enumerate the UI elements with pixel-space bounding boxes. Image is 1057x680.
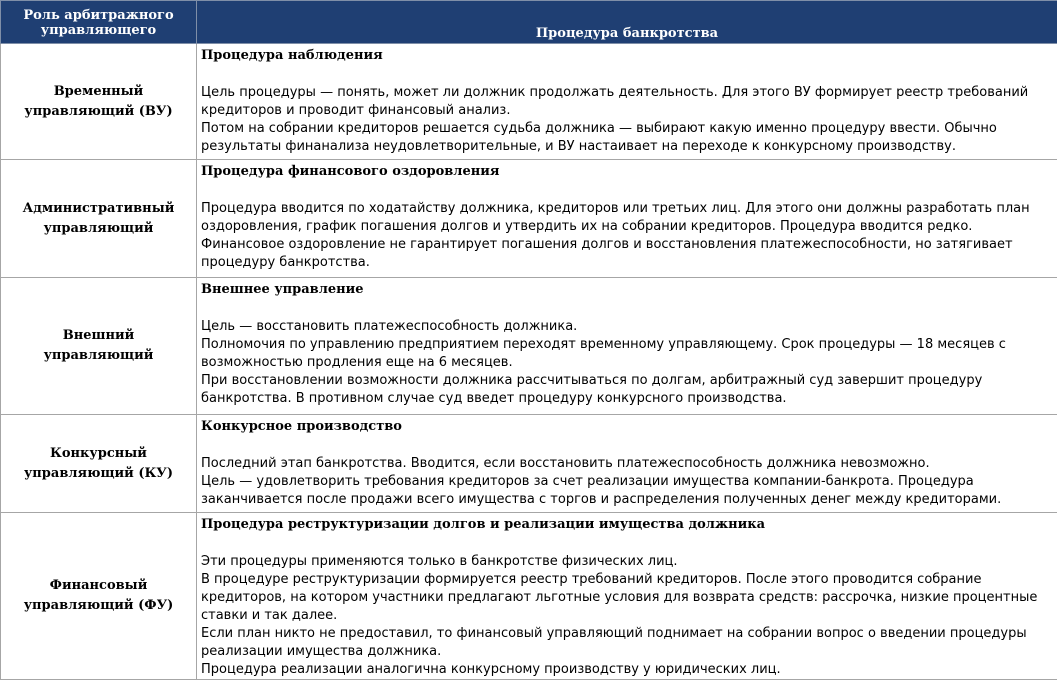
procedure-text: Если план никто не предоставил, то финансовый управляющий поднимает на собрании вопрос о введении процедуры реализации имущества должника. — [201, 625, 1049, 661]
header-role: Роль арбитражного управляющего — [1, 1, 197, 44]
procedure-title: Конкурсное производство — [201, 417, 1049, 455]
procedure-cell — [197, 160, 1057, 278]
role-cell: Временный управляющий (ВУ) — [1, 44, 197, 160]
procedure-cell — [197, 44, 1057, 160]
table-row — [1, 513, 1057, 680]
procedure-title: Процедура финансового оздоровления — [201, 162, 1049, 200]
role-cell: Внешний управляющий — [1, 278, 197, 415]
table-row — [1, 415, 1057, 513]
procedure-cell — [197, 415, 1057, 513]
procedure-text: Потом на собрании кредиторов решается судьба должника — выбирают какую именно процедуру ввести. Обычно результаты финанализа неудовлетворительные, и ВУ настаивает на переходе к конкурсному производству. — [201, 120, 1049, 156]
role-cell: Финансовый управляющий (ФУ) — [1, 513, 197, 680]
table-row — [1, 44, 1057, 160]
procedure-cell — [197, 278, 1057, 415]
procedure-cell — [197, 513, 1057, 680]
procedure-title: Процедура наблюдения — [201, 46, 1049, 84]
procedure-text: При восстановлении возможности должника рассчитываться по долгам, арбитражный суд завершит процедуру банкротства. В противном случае суд введет процедуру конкурсного производства. — [201, 372, 1049, 408]
procedure-text: Процедура вводится по ходатайству должника, кредиторов или третьих лиц. Для этого они должны разработать план оздоровления, график погашения долгов и утвердить их на собрании кредиторов. Процедура вводится редко. Финансовое оздоровление не гарантирует погашения долгов и восстановления платежеспособности, но затягивает процедуру банкротства. — [201, 200, 1049, 272]
table-row — [1, 278, 1057, 415]
procedure-text: Эти процедуры применяются только в банкротстве физических лиц. — [201, 553, 1049, 571]
role-cell: Конкурсный управляющий (КУ) — [1, 415, 197, 513]
procedure-title: Внешнее управление — [201, 280, 1049, 318]
procedure-text: Процедура реализации аналогична конкурсному производству у юридических лиц. — [201, 661, 1049, 679]
procedure-text: Последний этап банкротства. Вводится, если восстановить платежеспособность должника невозможно. — [201, 455, 1049, 473]
procedure-text: Цель — восстановить платежеспособность должника. — [201, 318, 1049, 336]
role-cell: Административный управляющий — [1, 160, 197, 278]
procedure-text: Полномочия по управлению предприятием переходят временному управляющему. Срок процедуры — 18 месяцев с возможностью продления еще на 6 месяцев. — [201, 336, 1049, 372]
header-procedure: Процедура банкротства — [197, 1, 1057, 44]
table-row — [1, 160, 1057, 278]
table-header-row — [1, 1, 1057, 44]
procedure-title: Процедура реструктуризации долгов и реализации имущества должника — [201, 515, 1049, 553]
procedure-text: Цель — удовлетворить требования кредиторов за счет реализации имущества компании-банкрота. Процедура заканчивается после продажи всего имущества с торгов и распределения полученных денег между кредиторами. — [201, 473, 1049, 509]
procedure-text: Цель процедуры — понять, может ли должник продолжать деятельность. Для этого ВУ формирует реестр требований кредиторов и проводит финансовый анализ. — [201, 84, 1049, 120]
procedure-text: В процедуре реструктуризации формируется реестр требований кредиторов. После этого проводится собрание кредиторов, на котором участники предлагают льготные условия для возврата средств: рассрочка, низкие процентные ставки и так далее. — [201, 571, 1049, 625]
